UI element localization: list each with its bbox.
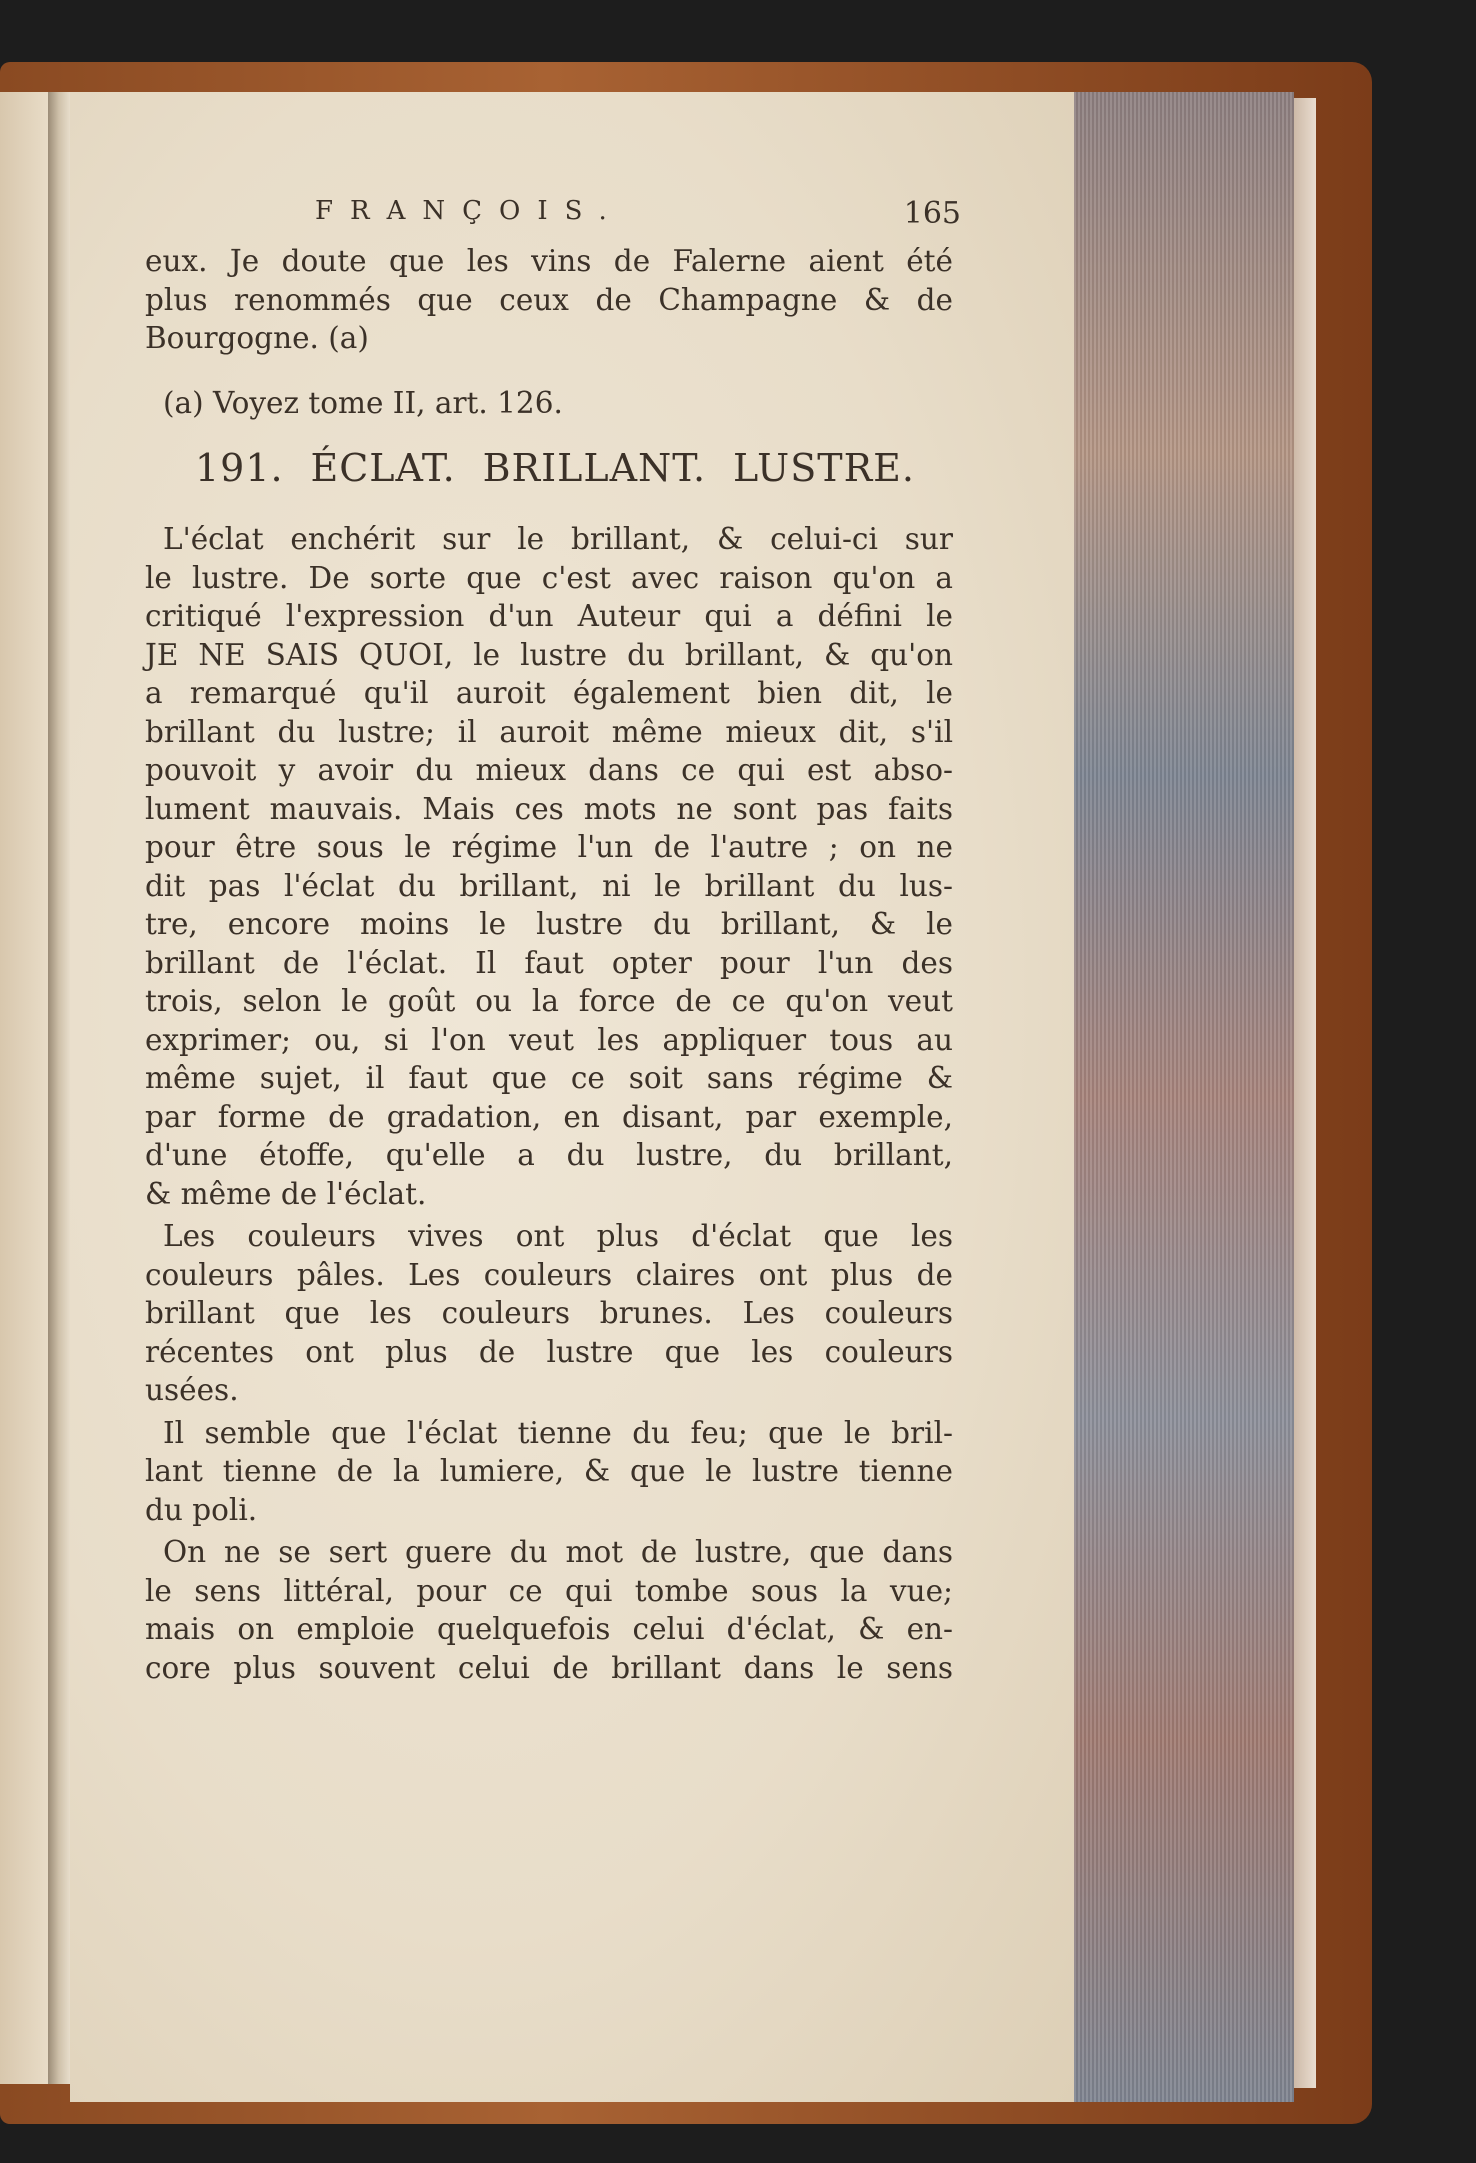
text-line: tre, encore moins le lustre du brillant, & le (145, 907, 953, 941)
footnote: (a) Voyez tome II, art. 126. (163, 385, 563, 420)
text-line: même sujet, il faut que ce soit sans régime & (145, 1061, 953, 1095)
text-line: L'éclat enchérit sur le brillant, & celui-ci sur (163, 522, 953, 556)
page-header (145, 196, 961, 242)
text-line: d'une étoffe, qu'elle a du lustre, du brillant, (145, 1138, 953, 1172)
text-line: exprimer; ou, si l'on veut les appliquer tous au (145, 1022, 953, 1057)
text-line: trois, selon le goût ou la force de ce qu'on veut (145, 984, 953, 1018)
facing-page-edge (0, 92, 48, 2084)
text-line: JE NE SAIS QUOI, le lustre du brillant, & qu'on (145, 637, 953, 672)
text-line: par forme de gradation, en disant, par exemple, (145, 1099, 953, 1134)
page-number: 165 (903, 196, 961, 231)
text-line: couleurs pâles. Les couleurs claires ont plus de (145, 1257, 953, 1292)
text-line: Bourgogne. (a) (145, 321, 369, 355)
text-line: lument mauvais. Mais ces mots ne sont pas faits (145, 791, 953, 826)
running-head: FRANÇOIS. (315, 196, 624, 226)
text-line: Les couleurs vives ont plus d'éclat que les (163, 1219, 953, 1253)
text-line: pouvoit y avoir du mieux dans ce qui est abso- (145, 753, 953, 787)
text-line: mais on emploie quelquefois celui d'éclat, & en- (145, 1612, 953, 1646)
page-block-edge (1294, 98, 1316, 2088)
article-heading: 191. ÉCLAT. BRILLANT. LUSTRE. (195, 446, 915, 490)
text-line: brillant que les couleurs brunes. Les couleurs (145, 1296, 953, 1330)
text-line: usées. (145, 1373, 239, 1407)
text-line: eux. Je doute que les vins de Falerne aient été (145, 244, 953, 278)
text-line: du poli. (145, 1492, 258, 1527)
text-line: récentes ont plus de lustre que les couleurs (145, 1334, 953, 1369)
text-line: core plus souvent celui de brillant dans le sens (145, 1650, 953, 1685)
text-line: brillant du lustre; il auroit même mieux dit, s'il (145, 714, 953, 749)
text-line: dit pas l'éclat du brillant, ni le brillant du lus- (145, 868, 953, 903)
text-line: le sens littéral, pour ce qui tombe sous la vue; (145, 1573, 953, 1608)
gutter-shadow (48, 92, 70, 2084)
paragraph (145, 520, 953, 1213)
text-line: Il semble que l'éclat tienne du feu; que le bril- (163, 1415, 953, 1450)
page-text (145, 196, 961, 1687)
paragraph (145, 1414, 953, 1530)
paragraph (145, 1533, 953, 1687)
text-line: lant tienne de la lumiere, & que le lustre tienne (145, 1454, 953, 1488)
text-line: On ne se sert guere du mot de lustre, que dans (163, 1535, 953, 1569)
continuation-text (145, 242, 953, 358)
text-line: a remarqué qu'il auroit également bien dit, le (145, 676, 953, 710)
text-line: & même de l'éclat. (145, 1176, 427, 1211)
text-line: brillant de l'éclat. Il faut opter pour l'un des (145, 945, 953, 980)
marbled-page-edges (1074, 92, 1294, 2102)
text-line: plus renommés que ceux de Champagne & de (145, 282, 953, 317)
text-line: critiqué l'expression d'un Auteur qui a défini le (145, 599, 953, 633)
paragraph (145, 1217, 953, 1410)
text-line: le lustre. De sorte que c'est avec raison qu'on a (145, 560, 953, 595)
text-line: pour être sous le régime l'un de l'autre ; on ne (145, 830, 953, 864)
